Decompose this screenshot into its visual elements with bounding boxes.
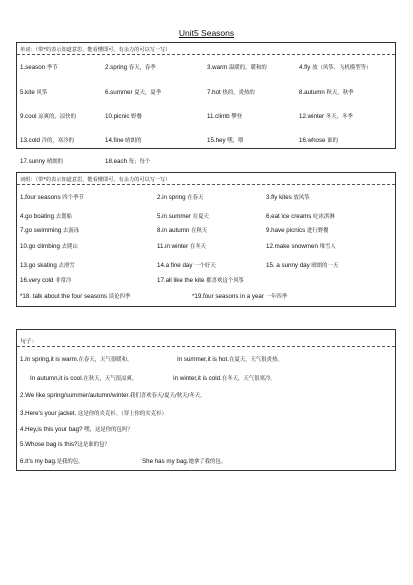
- phrase-item-chinese: 非常冷: [53, 278, 72, 284]
- sentence-line-chinese: 我们喜欢春天/夏天/秋天/冬天。: [129, 393, 206, 399]
- word-item-english: 7.hot: [207, 89, 221, 96]
- word-item-english: 9.cool: [20, 113, 37, 120]
- phrase-item-english: 3.fly kites: [266, 194, 292, 201]
- word-item: [207, 138, 243, 145]
- phrase-item-chinese: 四个季节: [60, 195, 84, 201]
- word-item-english: 5.kite: [20, 89, 35, 96]
- phrase-item: [20, 228, 79, 235]
- sentence-line-chinese: 是我的包。: [56, 459, 84, 465]
- word-item: [299, 65, 371, 72]
- phrase-item-chinese: 都喜欢这个风筝: [204, 278, 244, 284]
- word-item-english: 6.summer: [105, 89, 133, 96]
- sentence-line-english: 4.Hey,is this your bag?: [20, 426, 83, 433]
- word-item-english: 18.each: [105, 158, 128, 165]
- phrase-item-english: 15. a sunny day: [266, 262, 310, 269]
- word-item-chinese: 谁的: [325, 138, 338, 144]
- phrase-item-english: *19.four seasons in a year: [192, 293, 264, 300]
- word-item-english: 8.autumn: [299, 89, 325, 96]
- sentence-line-english: She has my bag.: [142, 458, 189, 465]
- sentence-line: [20, 411, 167, 418]
- word-item-english: 2.spring: [105, 64, 128, 71]
- word-item-english: 15.hey: [207, 137, 226, 144]
- phrase-item-chinese: 去滑雪: [56, 263, 75, 269]
- phrase-item-english: 8.in autumn: [157, 227, 190, 234]
- phrase-item-chinese: 在春天: [185, 195, 204, 201]
- word-item: [105, 65, 156, 72]
- word-item: [20, 65, 58, 72]
- phrase-item: [157, 244, 206, 251]
- sentence-line-chinese: 在秋天，天气很凉爽。: [83, 376, 138, 382]
- phrase-item-chinese: 去爬山: [59, 244, 78, 250]
- phrase-item-chinese: 在冬天: [188, 244, 207, 250]
- sentence-line: [30, 376, 137, 383]
- word-item-chinese: 冬天，冬季: [324, 114, 353, 120]
- word-item: [299, 90, 353, 97]
- phrase-item-chinese: 一年四季: [263, 294, 288, 300]
- word-item-english: 12.winter: [299, 113, 325, 120]
- phrase-item-english: 17.all like the kite: [157, 277, 205, 284]
- phrase-item-english: 12.make snowmen: [266, 243, 318, 250]
- phrase-item-chinese: 去游泳: [61, 228, 80, 234]
- word-item-chinese: 热的，炎热的: [220, 90, 255, 96]
- word-item: [207, 90, 255, 97]
- words-divider: [17, 54, 395, 55]
- word-item: [299, 138, 338, 145]
- phrase-item-chinese: 谈论四季: [107, 294, 131, 300]
- phrase-item: [20, 294, 130, 301]
- sentence-line-english: 6.It's my bag.: [20, 458, 57, 465]
- word-item: [20, 114, 76, 121]
- phrases-divider: [17, 184, 395, 185]
- sentence-line-english: In winter,it is cold.: [173, 375, 222, 382]
- word-item-chinese: 攀登: [229, 114, 243, 120]
- phrase-item: [157, 278, 244, 285]
- sentences-section: [16, 329, 396, 471]
- sentence-line-chinese: 在夏天，天气很炎热。: [228, 357, 283, 363]
- phrase-item: [266, 214, 335, 221]
- word-item: [207, 65, 267, 72]
- phrase-item: [266, 244, 336, 251]
- phrase-item-english: *18. talk about the four seasons: [20, 293, 108, 300]
- word-item-chinese: 野餐: [129, 114, 142, 120]
- word-item-chinese: 春天，春季: [127, 65, 156, 71]
- word-item-chinese: 每；每个: [127, 159, 151, 165]
- phrase-item-english: 11.in winter: [157, 243, 189, 250]
- phrase-item-chinese: 晴朗的一天: [309, 263, 339, 269]
- phrase-item-english: 2.in spring: [157, 194, 186, 201]
- word-item-chinese: 温暖的，暖和的: [227, 65, 267, 71]
- phrase-item: [157, 214, 209, 221]
- word-item-chinese: 秋天，秋季: [324, 90, 354, 96]
- page-title: Unit5 Seasons: [178, 28, 235, 38]
- phrase-item: [20, 263, 75, 270]
- word-item-chinese: 季节: [45, 65, 58, 71]
- word-item-chinese: 晴朗的: [123, 138, 142, 144]
- phrase-item: [157, 228, 207, 235]
- sentence-line-chinese: 在冬天，天气很寒冷。: [221, 376, 276, 382]
- word-item-chinese: 凉爽的，凉快的: [36, 114, 76, 120]
- sentence-line: [177, 357, 283, 364]
- word-item-english: 11.climb: [207, 113, 230, 120]
- word-item: [299, 114, 353, 121]
- word-item-english: 4.fly: [299, 64, 311, 71]
- sentences-divider: [17, 346, 395, 347]
- sentence-line: [173, 376, 276, 383]
- sentence-line-chinese: 这是谁的包？: [77, 442, 110, 448]
- phrase-item: [20, 214, 72, 221]
- phrase-item: [266, 263, 338, 270]
- sentence-line: [142, 459, 226, 466]
- sentence-line-english: 3.Here's your jacket.: [20, 410, 77, 417]
- phrase-item-chinese: 一个好天: [192, 263, 216, 269]
- sentences-heading: 句子：: [20, 339, 38, 345]
- word-item-chinese: 冷的，寒冷的: [39, 138, 75, 144]
- phrase-item-chinese: 在秋天: [189, 228, 208, 234]
- word-item-english: 14.fine: [105, 137, 124, 144]
- phrase-item-english: 13.go skating: [20, 262, 57, 269]
- phrase-item: [20, 278, 71, 285]
- sentence-line: [20, 357, 132, 364]
- sentence-line-english: In summer,it is hot.: [177, 356, 229, 363]
- sentence-line-chinese: 在春天，天气很暖和。: [78, 357, 133, 363]
- word-item-english: 10.picnic: [105, 113, 130, 120]
- phrase-item-chinese: 堆雪人: [317, 244, 336, 250]
- sentence-line-english: 2.We like spring/summer/autumn/winter.: [20, 392, 130, 399]
- sentence-line: [20, 393, 205, 400]
- word-item-english: 17.sunny: [20, 158, 46, 165]
- word-item-english: 13.cold: [20, 137, 40, 144]
- phrase-item-english: 1.four seasons: [20, 194, 61, 201]
- word-item-chinese: 风筝: [34, 90, 48, 96]
- phrase-item-english: 6.eat ice creams: [266, 213, 312, 220]
- phrase-item-chinese: 吃冰淇淋: [311, 214, 335, 220]
- word-item: [20, 138, 74, 145]
- word-item-english: 3.warm: [207, 64, 228, 71]
- sentence-line: [20, 442, 110, 449]
- phrase-item-english: 9.have picnics: [266, 227, 306, 234]
- word-item: [105, 138, 141, 145]
- word-item-chinese: 夏天，夏季: [132, 90, 162, 96]
- phrase-item: [266, 228, 329, 235]
- phrase-item-english: 4.go boating: [20, 213, 55, 220]
- sentence-line-english: 1.In spring,it is warm.: [20, 356, 79, 363]
- sentence-line-english: In autumn,it is cool.: [30, 375, 84, 382]
- phrase-item: [20, 195, 84, 202]
- phrase-item-english: 14.a fine day: [157, 262, 193, 269]
- phrase-item-english: 5.in summer: [157, 213, 192, 220]
- word-item: [105, 114, 142, 121]
- phrase-item: [157, 195, 203, 202]
- phrases-section: [16, 172, 396, 307]
- phrase-item-chinese: 在夏天: [191, 214, 209, 220]
- word-item: [20, 90, 47, 97]
- phrase-item-english: 10.go climbing: [20, 243, 60, 250]
- sentence-line: [20, 427, 133, 434]
- sentence-line-chinese: 这是你的夹克衫。（穿上你的夹克衫）: [76, 411, 167, 417]
- words-section: [16, 42, 396, 165]
- word-item-english: 1.season: [20, 64, 46, 71]
- word-item-chinese: 晴朗的: [45, 159, 64, 165]
- sentence-line: [20, 459, 84, 466]
- phrase-item-chinese: 去划船: [54, 214, 72, 220]
- sentence-line-chinese: 嘿，这是你的包吗？: [82, 427, 133, 433]
- word-item: [207, 114, 242, 121]
- phrase-item-english: 7.go swimming: [20, 227, 62, 234]
- phrases-heading: 词组：（带*的表示知道意思，能看懂即可，有余力的可以写一写）: [20, 177, 171, 183]
- phrase-item: [266, 195, 310, 202]
- word-item: [105, 90, 161, 97]
- phrase-item: [157, 263, 216, 270]
- phrase-item: [20, 244, 78, 251]
- word-item-chinese: 放（风筝、飞机模型等）: [310, 65, 372, 71]
- phrase-item-chinese: 进行野餐: [305, 228, 329, 234]
- word-item-chinese: 嘿，喂: [225, 138, 244, 144]
- word-item-english: 16.whose: [299, 137, 326, 144]
- phrase-item-chinese: 放风筝: [291, 195, 310, 201]
- word-item: [105, 159, 150, 166]
- sentence-line-english: 5.Whose bag is this?: [20, 441, 78, 448]
- sentence-line-chinese: 她拿了我的包。: [188, 459, 227, 465]
- phrase-item: [192, 294, 287, 301]
- word-item: [20, 159, 63, 166]
- phrase-item-english: 16.very cold: [20, 277, 54, 284]
- words-heading: 单词：（带*的表示知道意思，能看懂即可，有余力的可以写一写）: [20, 47, 171, 53]
